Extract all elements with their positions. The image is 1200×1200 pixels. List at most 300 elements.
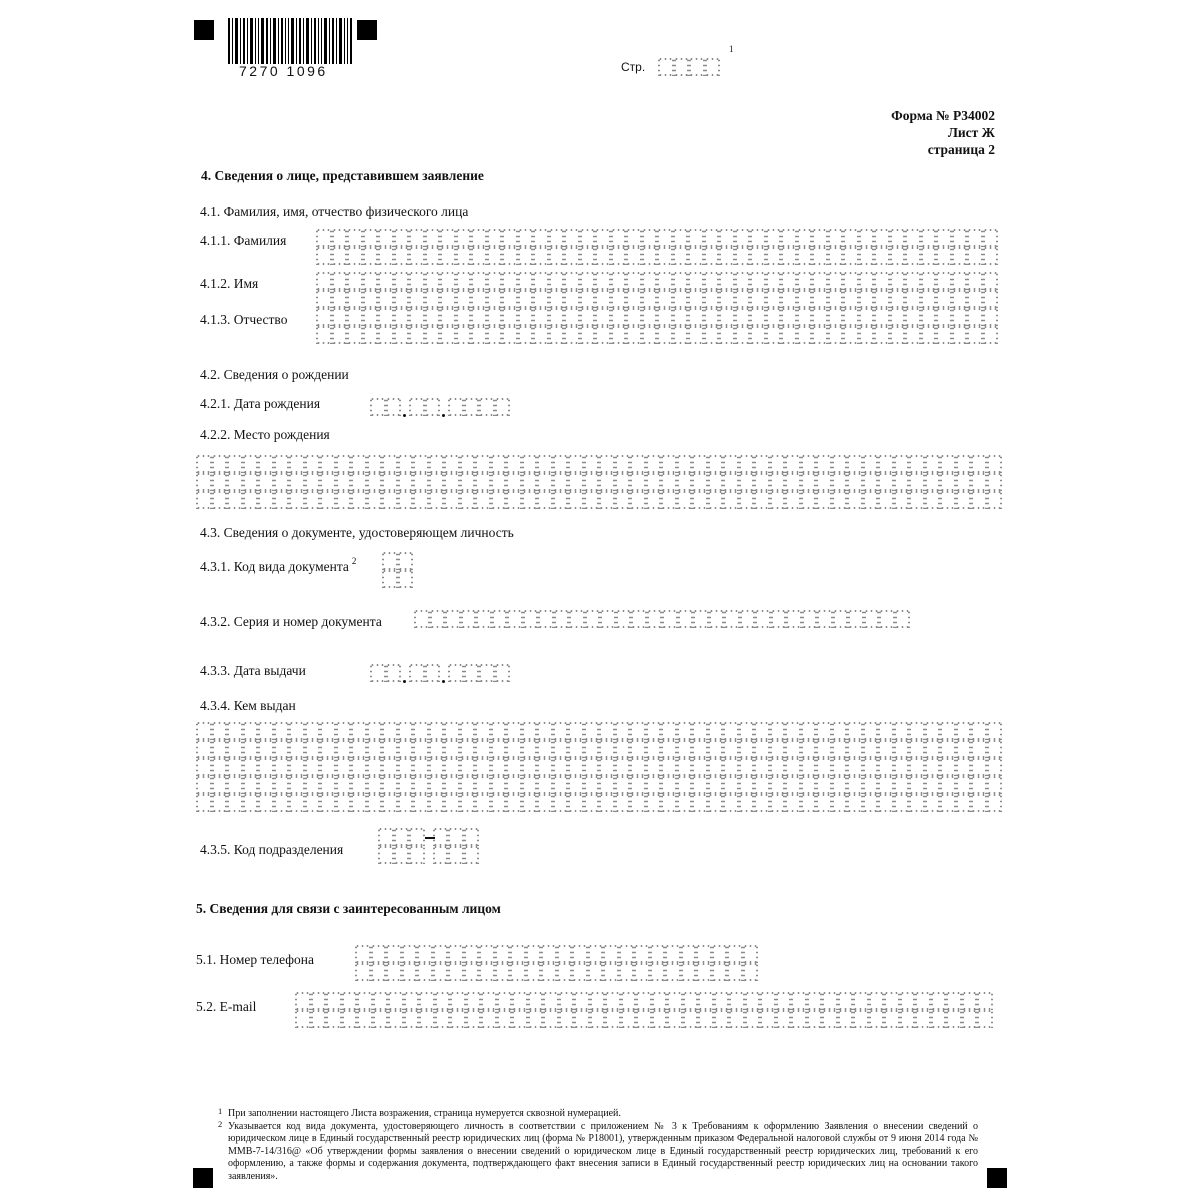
input-cell[interactable] [683,1010,699,1028]
input-cell[interactable] [212,455,228,473]
input-cell[interactable] [394,326,410,344]
input-cell[interactable] [274,473,290,491]
input-cell[interactable] [781,308,797,326]
input-cell[interactable] [822,992,838,1010]
input-cell[interactable] [413,758,429,776]
input-cell[interactable] [584,776,600,794]
input-cell[interactable] [936,326,952,344]
input-cell[interactable] [316,326,332,344]
input-cell[interactable] [925,740,941,758]
input-cell[interactable] [724,610,740,628]
input-cell[interactable] [801,473,817,491]
input-cell[interactable] [595,272,611,290]
input-cell[interactable] [430,610,446,628]
input-cell[interactable] [847,776,863,794]
input-cell[interactable] [739,473,755,491]
input-cell[interactable] [409,326,425,344]
input-cell[interactable] [336,794,352,812]
input-cell[interactable] [797,247,813,265]
input-cell[interactable] [378,846,394,864]
input-cell[interactable] [491,473,507,491]
input-cell[interactable] [549,272,565,290]
input-cell[interactable] [719,308,735,326]
input-cell[interactable] [708,455,724,473]
input-cell[interactable] [878,722,894,740]
input-cell[interactable] [869,992,885,1010]
input-cell[interactable] [646,776,662,794]
input-cell[interactable] [956,473,972,491]
input-cell[interactable] [843,247,859,265]
input-cell[interactable] [683,992,699,1010]
input-cell[interactable] [429,491,445,509]
input-cell[interactable] [538,610,554,628]
input-cell[interactable] [316,308,332,326]
input-cell[interactable] [370,398,386,416]
input-cell[interactable] [785,722,801,740]
input-cell[interactable] [863,455,879,473]
input-cell[interactable] [936,308,952,326]
input-cell[interactable] [440,290,456,308]
input-cell[interactable] [491,794,507,812]
input-cell[interactable] [553,455,569,473]
birth-place-field-row-3[interactable] [196,491,1002,509]
input-cell[interactable] [634,945,650,963]
input-cell[interactable] [347,247,363,265]
input-cell[interactable] [785,491,801,509]
input-cell[interactable] [367,722,383,740]
input-cell[interactable] [495,664,511,682]
input-cell[interactable] [316,290,332,308]
input-cell[interactable] [336,491,352,509]
input-cell[interactable] [801,776,817,794]
input-cell[interactable] [750,290,766,308]
input-cell[interactable] [754,740,770,758]
input-cell[interactable] [971,491,987,509]
input-cell[interactable] [878,776,894,794]
input-cell[interactable] [921,326,937,344]
birth-place-field-row-1[interactable] [196,455,1002,473]
input-cell[interactable] [518,272,534,290]
input-cell[interactable] [305,794,321,812]
input-cell[interactable] [847,758,863,776]
input-cell[interactable] [987,776,1003,794]
input-cell[interactable] [479,945,495,963]
input-cell[interactable] [900,1010,916,1028]
input-cell[interactable] [367,758,383,776]
input-cell[interactable] [450,1010,466,1028]
input-cell[interactable] [785,794,801,812]
input-cell[interactable] [692,758,708,776]
input-cell[interactable] [413,740,429,758]
input-cell[interactable] [878,473,894,491]
input-cell[interactable] [859,229,875,247]
input-cell[interactable] [723,473,739,491]
input-cell[interactable] [890,326,906,344]
input-cell[interactable] [549,229,565,247]
input-cell[interactable] [258,740,274,758]
input-cell[interactable] [212,794,228,812]
input-cell[interactable] [822,1010,838,1028]
input-cell[interactable] [580,326,596,344]
input-cell[interactable] [832,491,848,509]
input-cell[interactable] [940,455,956,473]
input-cell[interactable] [754,473,770,491]
input-cell[interactable] [398,570,414,588]
input-cell[interactable] [320,776,336,794]
input-cell[interactable] [595,326,611,344]
input-cell[interactable] [429,758,445,776]
input-cell[interactable] [332,229,348,247]
input-cell[interactable] [394,229,410,247]
input-cell[interactable] [661,455,677,473]
input-cell[interactable] [370,664,386,682]
input-cell[interactable] [355,963,371,981]
input-cell[interactable] [475,722,491,740]
input-cell[interactable] [863,776,879,794]
input-cell[interactable] [894,794,910,812]
input-cell[interactable] [444,740,460,758]
input-cell[interactable] [475,776,491,794]
input-cell[interactable] [611,326,627,344]
input-cell[interactable] [956,794,972,812]
input-cell[interactable] [673,247,689,265]
input-cell[interactable] [952,272,968,290]
input-cell[interactable] [382,491,398,509]
input-cell[interactable] [305,776,321,794]
input-cell[interactable] [347,326,363,344]
input-cell[interactable] [754,491,770,509]
input-cell[interactable] [373,992,389,1010]
input-cell[interactable] [723,491,739,509]
input-cell[interactable] [940,491,956,509]
input-cell[interactable] [853,1010,869,1028]
input-cell[interactable] [665,945,681,963]
input-cell[interactable] [533,229,549,247]
input-cell[interactable] [894,491,910,509]
input-cell[interactable] [987,473,1003,491]
input-cell[interactable] [386,963,402,981]
input-cell[interactable] [630,794,646,812]
input-cell[interactable] [677,722,693,740]
input-cell[interactable] [355,945,371,963]
input-cell[interactable] [630,455,646,473]
division-code-field-row-2[interactable] [378,846,479,864]
input-cell[interactable] [471,229,487,247]
input-cell[interactable] [967,247,983,265]
input-cell[interactable] [243,758,259,776]
input-cell[interactable] [847,491,863,509]
input-cell[interactable] [491,455,507,473]
input-cell[interactable] [925,491,941,509]
doc-type-code-field[interactable] [382,552,413,588]
input-cell[interactable] [584,722,600,740]
input-cell[interactable] [481,992,497,1010]
input-cell[interactable] [475,758,491,776]
input-cell[interactable] [816,776,832,794]
input-cell[interactable] [874,326,890,344]
input-cell[interactable] [382,758,398,776]
input-cell[interactable] [869,1010,885,1028]
input-cell[interactable] [258,794,274,812]
input-cell[interactable] [698,992,714,1010]
input-cell[interactable] [647,610,663,628]
input-cell[interactable] [444,794,460,812]
input-cell[interactable] [971,722,987,740]
input-cell[interactable] [696,963,712,981]
input-cell[interactable] [719,272,735,290]
input-cell[interactable] [460,455,476,473]
input-cell[interactable] [506,722,522,740]
input-cell[interactable] [522,455,538,473]
input-cell[interactable] [243,473,259,491]
input-cell[interactable] [843,272,859,290]
input-cell[interactable] [709,610,725,628]
input-cell[interactable] [807,992,823,1010]
input-cell[interactable] [425,272,441,290]
input-cell[interactable] [801,455,817,473]
input-cell[interactable] [528,992,544,1010]
input-cell[interactable] [636,1010,652,1028]
input-cell[interactable] [316,247,332,265]
input-cell[interactable] [698,1010,714,1028]
surname-field-row-1[interactable] [316,229,998,247]
input-cell[interactable] [812,308,828,326]
input-cell[interactable] [196,722,212,740]
input-cell[interactable] [657,272,673,290]
issue-date-field[interactable] [370,664,510,682]
input-cell[interactable] [541,945,557,963]
input-cell[interactable] [212,473,228,491]
input-cell[interactable] [766,308,782,326]
input-cell[interactable] [909,722,925,740]
input-cell[interactable] [735,308,751,326]
input-cell[interactable] [476,610,492,628]
input-cell[interactable] [227,758,243,776]
input-cell[interactable] [770,455,786,473]
input-cell[interactable] [351,455,367,473]
input-cell[interactable] [433,846,449,864]
input-cell[interactable] [549,247,565,265]
input-cell[interactable] [557,945,573,963]
input-cell[interactable] [258,473,274,491]
input-cell[interactable] [409,272,425,290]
input-cell[interactable] [797,229,813,247]
input-cell[interactable] [227,473,243,491]
input-cell[interactable] [351,794,367,812]
input-cell[interactable] [502,272,518,290]
input-cell[interactable] [599,794,615,812]
input-cell[interactable] [859,290,875,308]
input-cell[interactable] [776,992,792,1010]
input-cell[interactable] [332,308,348,326]
input-cell[interactable] [388,1010,404,1028]
input-cell[interactable] [838,992,854,1010]
input-cell[interactable] [884,992,900,1010]
input-cell[interactable] [440,308,456,326]
input-cell[interactable] [398,473,414,491]
input-cell[interactable] [444,473,460,491]
input-cell[interactable] [615,776,631,794]
input-cell[interactable] [832,473,848,491]
patronymic-field-row-1[interactable] [316,308,998,326]
input-cell[interactable] [398,776,414,794]
input-cell[interactable] [444,491,460,509]
issued-by-field-row-5[interactable] [196,794,1002,812]
input-cell[interactable] [723,455,739,473]
input-cell[interactable] [599,473,615,491]
input-cell[interactable] [735,229,751,247]
input-cell[interactable] [363,247,379,265]
input-cell[interactable] [553,776,569,794]
input-cell[interactable] [605,992,621,1010]
input-cell[interactable] [466,1010,482,1028]
issued-by-field-row-4[interactable] [196,776,1002,794]
input-cell[interactable] [843,229,859,247]
input-cell[interactable] [692,491,708,509]
input-cell[interactable] [894,776,910,794]
input-cell[interactable] [673,326,689,344]
input-cell[interactable] [243,794,259,812]
input-cell[interactable] [754,794,770,812]
input-cell[interactable] [642,229,658,247]
input-cell[interactable] [599,722,615,740]
input-cell[interactable] [367,776,383,794]
input-cell[interactable] [419,992,435,1010]
input-cell[interactable] [585,610,601,628]
input-cell[interactable] [316,229,332,247]
input-cell[interactable] [336,740,352,758]
input-cell[interactable] [832,794,848,812]
input-cell[interactable] [739,491,755,509]
input-cell[interactable] [274,794,290,812]
issued-by-field-row-1[interactable] [196,722,1002,740]
input-cell[interactable] [987,794,1003,812]
input-cell[interactable] [693,610,709,628]
input-cell[interactable] [667,1010,683,1028]
input-cell[interactable] [692,794,708,812]
input-cell[interactable] [692,740,708,758]
input-cell[interactable] [522,740,538,758]
input-cell[interactable] [704,290,720,308]
input-cell[interactable] [770,794,786,812]
input-cell[interactable] [590,992,606,1010]
input-cell[interactable] [915,1010,931,1028]
input-cell[interactable] [588,963,604,981]
input-cell[interactable] [667,992,683,1010]
input-cell[interactable] [526,945,542,963]
input-cell[interactable] [409,664,425,682]
input-cell[interactable] [952,247,968,265]
input-cell[interactable] [925,473,941,491]
input-cell[interactable] [568,776,584,794]
input-cell[interactable] [537,758,553,776]
input-cell[interactable] [433,945,449,963]
input-cell[interactable] [692,455,708,473]
input-cell[interactable] [568,758,584,776]
input-cell[interactable] [351,758,367,776]
input-cell[interactable] [859,272,875,290]
input-cell[interactable] [630,740,646,758]
input-cell[interactable] [464,664,480,682]
input-cell[interactable] [983,326,999,344]
birth-place-field-row-2[interactable] [196,473,1002,491]
input-cell[interactable] [448,945,464,963]
input-cell[interactable] [564,326,580,344]
input-cell[interactable] [971,455,987,473]
input-cell[interactable] [425,308,441,326]
input-cell[interactable] [429,740,445,758]
input-cell[interactable] [619,945,635,963]
input-cell[interactable] [791,992,807,1010]
input-cell[interactable] [657,308,673,326]
input-cell[interactable] [448,846,464,864]
input-cell[interactable] [564,290,580,308]
input-cell[interactable] [967,308,983,326]
input-cell[interactable] [646,740,662,758]
input-cell[interactable] [832,722,848,740]
input-cell[interactable] [878,794,894,812]
input-cell[interactable] [971,794,987,812]
input-cell[interactable] [305,455,321,473]
input-cell[interactable] [677,491,693,509]
input-cell[interactable] [688,326,704,344]
input-cell[interactable] [642,247,658,265]
input-cell[interactable] [568,455,584,473]
input-cell[interactable] [661,491,677,509]
input-cell[interactable] [332,290,348,308]
input-cell[interactable] [553,473,569,491]
input-cell[interactable] [890,247,906,265]
input-cell[interactable] [320,794,336,812]
input-cell[interactable] [739,776,755,794]
input-cell[interactable] [708,776,724,794]
input-cell[interactable] [580,290,596,308]
input-cell[interactable] [956,740,972,758]
issued-by-field-row-2[interactable] [196,740,1002,758]
input-cell[interactable] [915,992,931,1010]
input-cell[interactable] [712,945,728,963]
input-cell[interactable] [696,945,712,963]
input-cell[interactable] [580,229,596,247]
input-cell[interactable] [952,229,968,247]
input-cell[interactable] [425,290,441,308]
input-cell[interactable] [512,992,528,1010]
input-cell[interactable] [760,992,776,1010]
input-cell[interactable] [417,963,433,981]
input-cell[interactable] [843,290,859,308]
input-cell[interactable] [533,247,549,265]
input-cell[interactable] [987,740,1003,758]
input-cell[interactable] [847,473,863,491]
input-cell[interactable] [956,722,972,740]
input-cell[interactable] [326,992,342,1010]
input-cell[interactable] [274,758,290,776]
input-cell[interactable] [766,326,782,344]
input-cell[interactable] [506,473,522,491]
input-cell[interactable] [440,326,456,344]
input-cell[interactable] [615,473,631,491]
input-cell[interactable] [367,455,383,473]
input-cell[interactable] [739,455,755,473]
input-cell[interactable] [894,473,910,491]
input-cell[interactable] [347,290,363,308]
input-cell[interactable] [863,794,879,812]
input-cell[interactable] [900,992,916,1010]
input-cell[interactable] [429,794,445,812]
input-cell[interactable] [940,758,956,776]
input-cell[interactable] [946,992,962,1010]
birth-date-field[interactable] [370,398,510,416]
